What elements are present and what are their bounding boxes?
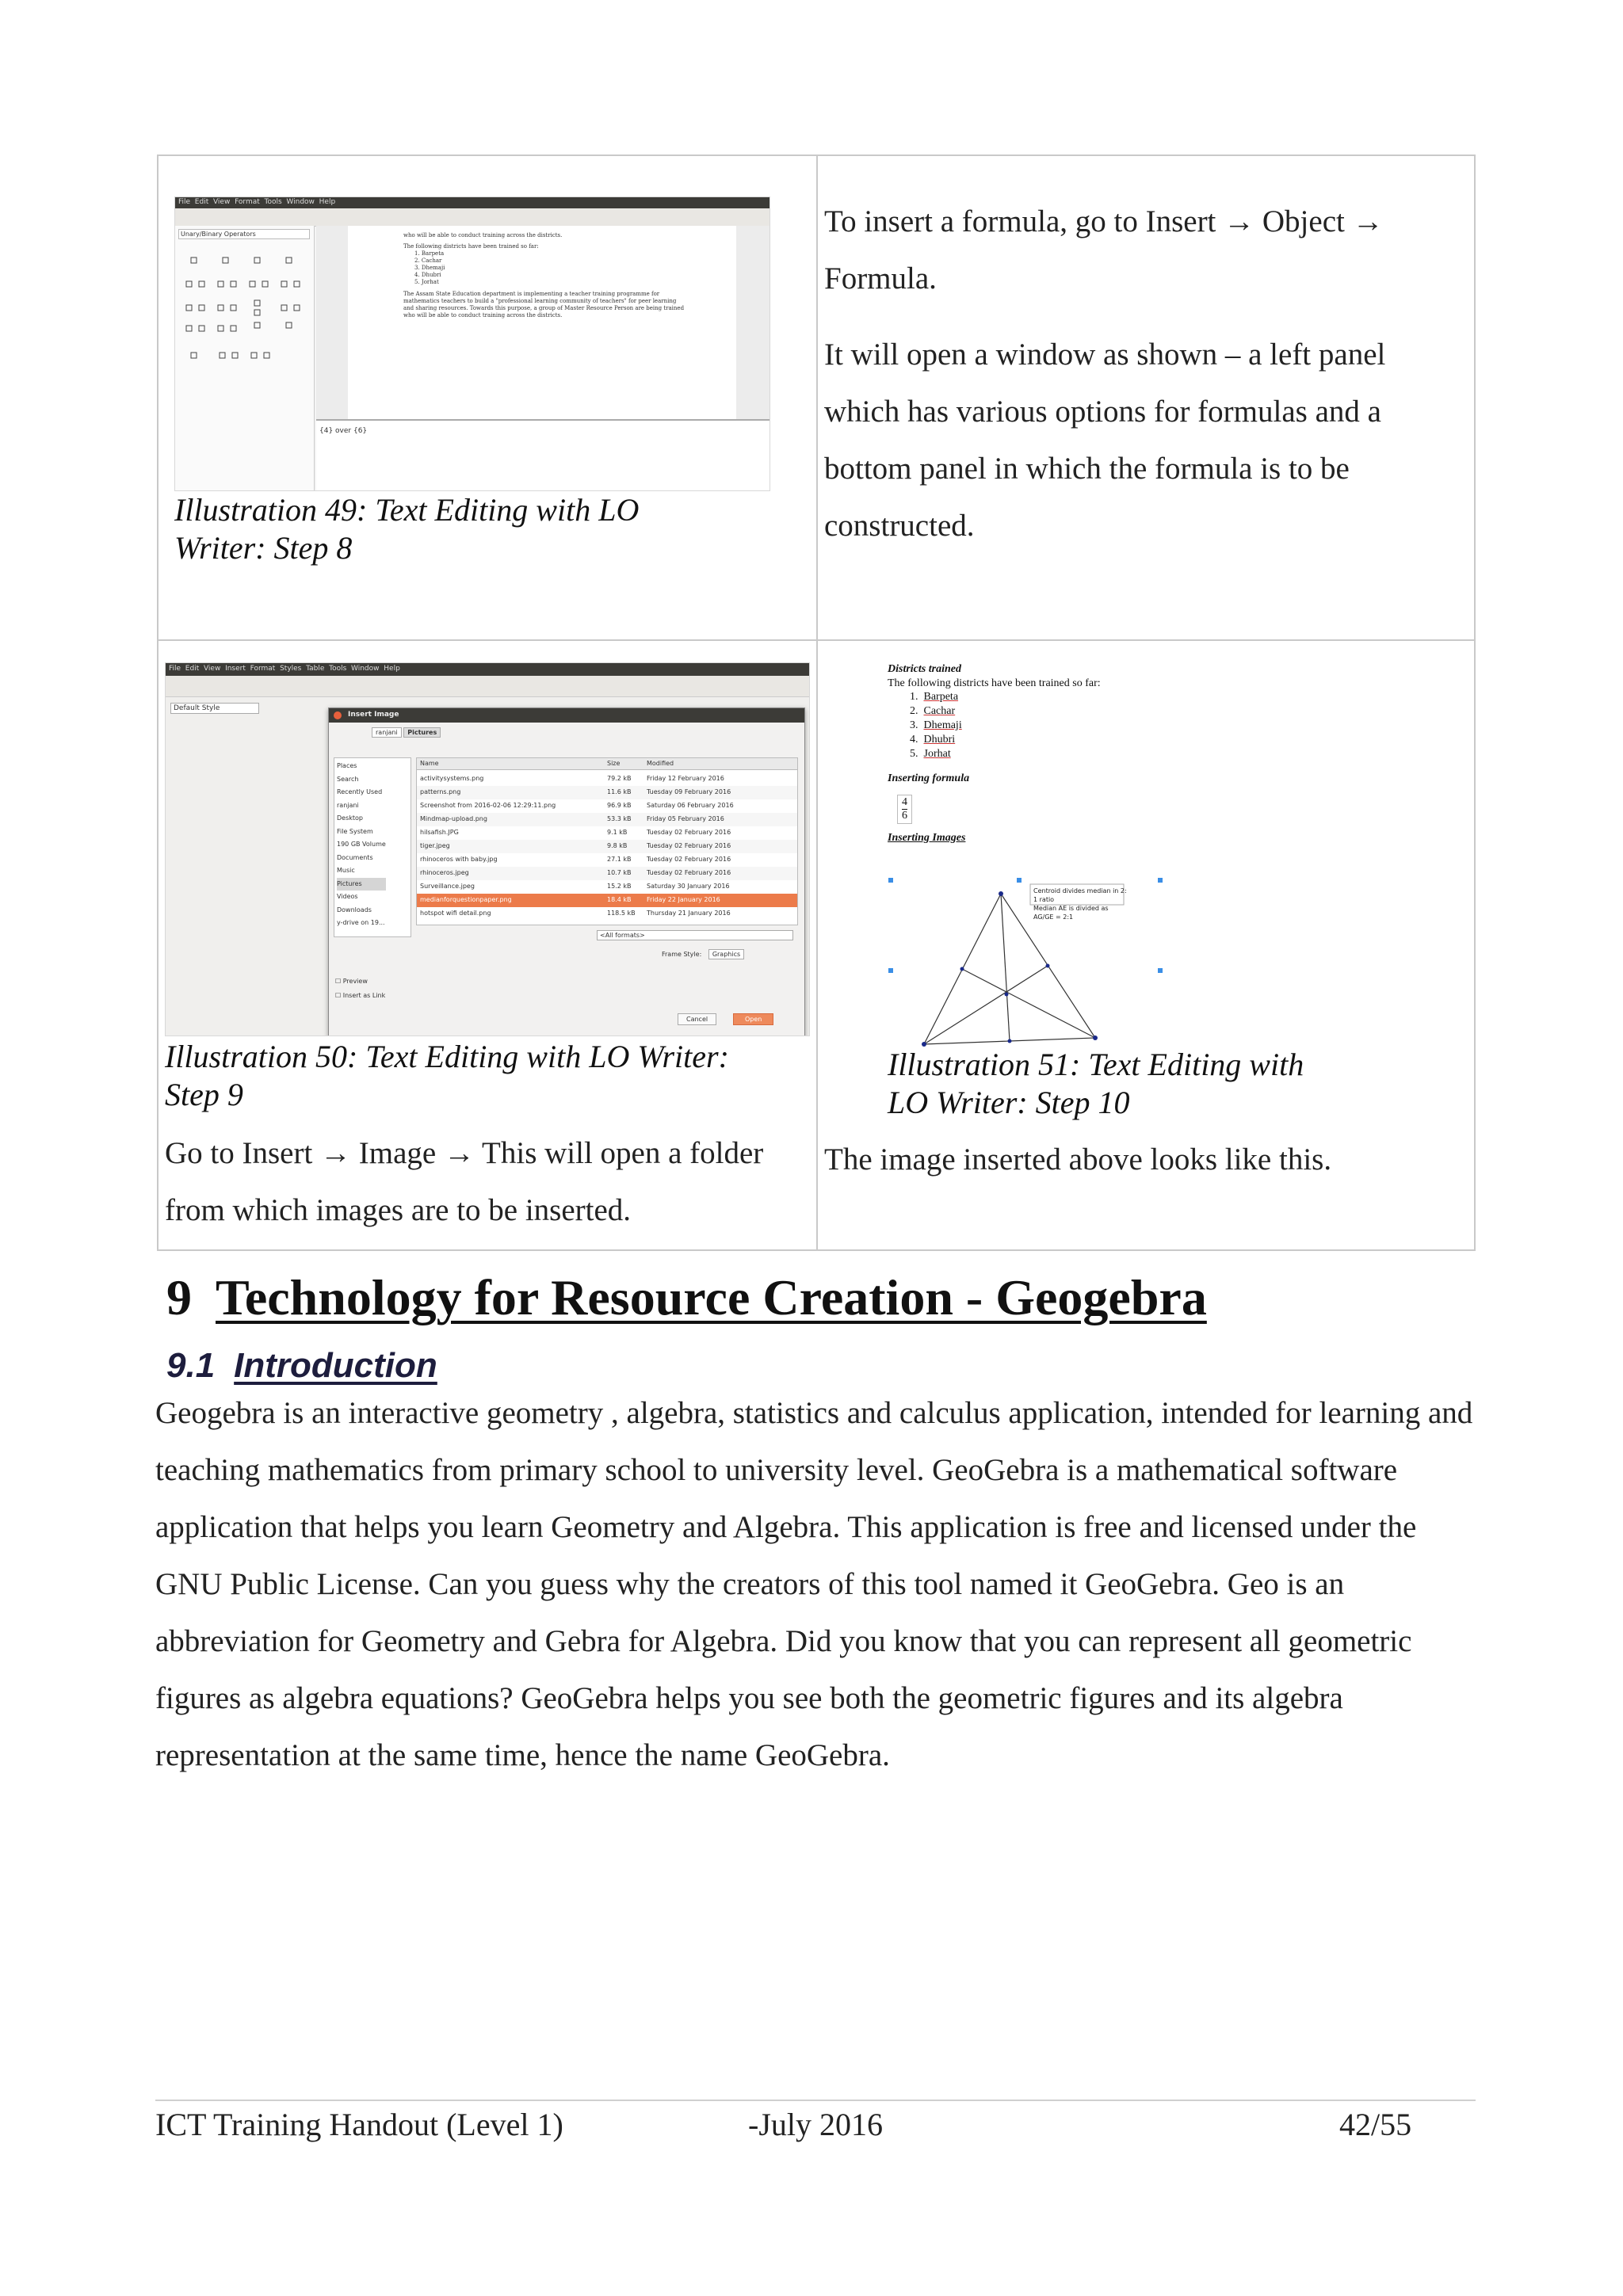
introduction-paragraph: Geogebra is an interactive geometry , algebra, statistics and calculus application, intended for learning and teaching mathematics from primary school to university level. GeoGebra is a mathematical software application that helps you learn Geometry and Algebra. This application is free and licensed under the GNU Public License. Can you guess why the creators of this tool named it GeoGebra. Geo is an abbreviation for Geometry and Gebra for Algebra. Did you know that you can represent all geometric figures as algebra equations? GeoGebra helps you see both the geometric figures and its algebra representation at the same time, hence the name GeoGebra. (155, 1396, 1473, 1772)
insert-image-dialog (328, 707, 805, 1036)
dialog-titlebar (329, 708, 804, 723)
table-row[interactable]: hilsafish.JPG 9.1 kB Tuesday 02 February 2016 (420, 829, 731, 836)
document-sheet (348, 226, 736, 419)
table-row[interactable]: Surveillance.jpeg 15.2 kB Saturday 30 January 2016 (420, 883, 730, 890)
table-row[interactable]: patterns.png 11.6 kB Tuesday 09 February 2016 (417, 786, 797, 799)
places-list (337, 760, 386, 930)
table-row[interactable]: activitysystems.png 79.2 kB Friday 12 February 2016 (420, 775, 724, 782)
section-title: Technology for Resource Creation - Geogebra (216, 1269, 1207, 1325)
place-item[interactable]: Documents (337, 853, 373, 861)
formula-elements-panel (175, 226, 315, 490)
page-number: 42/55 (1339, 2107, 1412, 2142)
operator-icons (175, 250, 314, 408)
inserted-image-preview (888, 662, 1220, 1058)
paragraph-style-box: Default Style (170, 703, 259, 714)
doc-fraction: $\frac{4}{6}$ (897, 795, 912, 824)
places-header: Places (337, 762, 357, 769)
table-row[interactable]: tiger.jpeg 9.8 kB Tuesday 02 February 2016 (417, 840, 797, 853)
doc-district-list: 1. Barpeta 2. Cachar 3. Dhemaji 4. Dhubri 5. Jorhat (910, 691, 962, 760)
place-item[interactable]: ranjani (337, 801, 359, 809)
subsection-number: 9.1 (166, 1346, 216, 1385)
row1-right-text (824, 193, 1458, 574)
subsection-heading (166, 1344, 437, 1388)
place-item[interactable]: 190 GB Volume (337, 841, 386, 848)
document-sheet-text: who will be able to conduct training across the districts. The following districts have been trained so far: 1. Barpeta 2. Cachar 3. Dhemaji 4. Dhubri 5. Jorhat The Assam State Education department is implementing a teacher training programme for mathematics teachers to build a "professional learning community of teachers" for peer learning and sharing resources. Towards this purpose, a group of Master Resource Person are being trained who will be able to conduct training across the districts. (403, 232, 685, 318)
doc-heading-formula: Inserting formula (888, 772, 970, 784)
caption-illustration-50: Illustration 50: Text Editing with LO Writer: Step 9 (165, 1039, 729, 1112)
table-divider-vertical (816, 156, 818, 1249)
frame-style-dropdown[interactable]: Graphics (708, 949, 744, 959)
formula-input-panel[interactable] (316, 419, 769, 491)
table-divider-horizontal (158, 639, 1474, 641)
places-sidebar (334, 757, 411, 937)
table-row[interactable]: Mindmap-upload.png 53.3 kB Friday 05 February 2016 (417, 813, 797, 826)
footer-date: -July 2016 (748, 2107, 883, 2142)
table-row[interactable]: medianforquestionpaper.png 18.4 kB Friday 22 January 2016 (417, 894, 797, 907)
formula-editor-screenshot (174, 196, 770, 491)
preview-checkbox[interactable]: ☐ Preview (335, 978, 368, 985)
document-area (316, 226, 769, 419)
place-item[interactable]: Recently Used (337, 788, 383, 795)
section-heading (166, 1266, 1207, 1329)
place-item[interactable]: Search (337, 775, 359, 783)
screenshot-toolbar (166, 676, 809, 697)
inserted-image-description: The image inserted above looks like this. (824, 1142, 1332, 1177)
place-item[interactable]: File System (337, 827, 373, 835)
file-type-filter[interactable]: <All formats> (597, 930, 793, 940)
insert-image-instruction: Go to Insert → Image → This will open a folder from which images are to be inserted. (165, 1136, 764, 1227)
formula-instruction: To insert a formula, go to Insert → Object → Formula. (824, 204, 1384, 296)
insert-as-link-checkbox[interactable]: ☐ Insert as Link (335, 992, 386, 999)
subsection-title: Introduction (234, 1346, 437, 1385)
place-item[interactable]: Videos (337, 893, 358, 900)
file-list-header: Name Size Modified (417, 758, 797, 770)
path-segment-pictures[interactable]: Pictures (403, 727, 441, 738)
close-icon[interactable] (334, 711, 342, 719)
insert-image-screenshot (165, 662, 810, 1036)
footer-title: ICT Training Handout (Level 1) (155, 2107, 563, 2142)
dialog-title: Insert Image (348, 711, 399, 719)
formula-window-description: It will open a window as shown – a left panel which has various options for formulas and a bottom panel in which the formula is to be constructed. (824, 338, 1386, 543)
dialog-options (335, 974, 385, 1003)
place-item[interactable]: y-drive on 19... (337, 919, 385, 926)
screenshot-menu-items: File Edit View Format Tools Window Help (178, 198, 336, 206)
path-bar (372, 729, 441, 736)
table-row[interactable]: hotspot wifi detail.png 118.5 kB Thursday 21 January 2016 (420, 910, 731, 917)
section-number: 9 (166, 1269, 192, 1325)
frame-style-row: Frame Style: Graphics (662, 951, 744, 958)
formula-command-text: {4} over {6} (319, 427, 368, 435)
open-button[interactable]: Open (733, 1013, 773, 1025)
operators-dropdown: Unary/Binary Operators (178, 229, 310, 239)
file-list (416, 757, 798, 925)
table-row[interactable]: rhinoceros with baby.jpg 27.1 kB Tuesday 02 February 2016 (420, 856, 731, 863)
doc-heading-images: Inserting Images (888, 832, 966, 844)
caption-illustration-51: Illustration 51: Text Editing with LO Writer: Step 10 (888, 1047, 1304, 1120)
table-row[interactable]: Screenshot from 2016-02-06 12:29:11.png 96.9 kB Saturday 06 February 2016 (420, 802, 734, 809)
place-item[interactable]: Downloads (337, 906, 372, 913)
diagram-notes: Centroid divides median in 2: 1 ratio Median AE is divided as AG/GE = 2:1 (1033, 887, 1127, 921)
table-row[interactable]: rhinoceros.jpeg 10.7 kB Tuesday 02 February 2016 (417, 867, 797, 880)
doc-intro-line: The following districts have been trained so far: (888, 677, 1101, 689)
cancel-button[interactable]: Cancel (678, 1013, 716, 1025)
place-item-selected[interactable]: Pictures (337, 878, 386, 891)
doc-heading-districts: Districts trained (888, 663, 961, 675)
caption-illustration-49: Illustration 49: Text Editing with LO Writer: Step 8 (174, 492, 640, 566)
row2-right-text (824, 1131, 1458, 1207)
place-item[interactable]: Music (337, 867, 355, 874)
path-segment-home[interactable]: ranjani (372, 727, 402, 738)
place-item[interactable]: Desktop (337, 814, 363, 822)
screenshot-menu-items: File Edit View Insert Format Styles Table Tools Window Help (169, 665, 400, 673)
footer-rule (155, 2100, 1476, 2101)
row2-left-text (165, 1125, 815, 1258)
screenshot-toolbar (175, 208, 769, 227)
